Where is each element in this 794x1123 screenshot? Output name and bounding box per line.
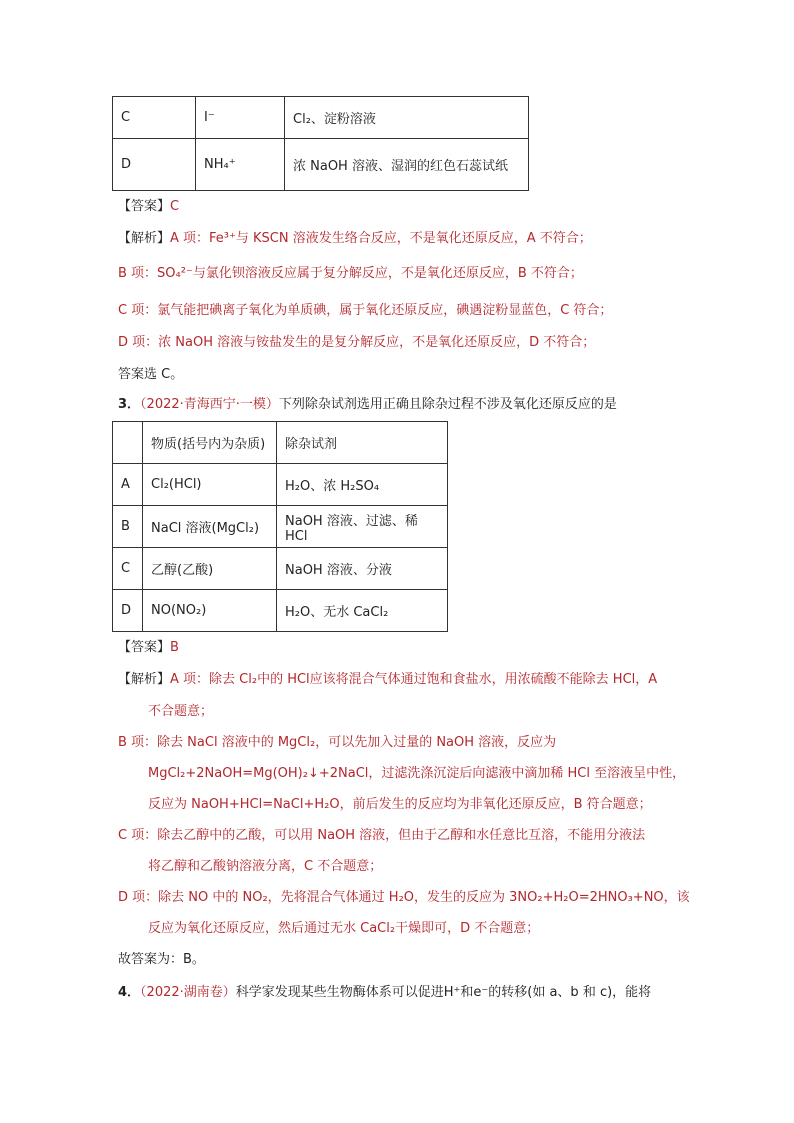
analysis-line <box>118 671 657 689</box>
substance-cell: NO(NO₂) <box>143 590 277 632</box>
option-cell: A <box>113 464 143 506</box>
analysis-text: A 项：除去 Cl₂中的 HCl应该将混合气体通过饱和食盐水，用浓硫酸不能除去 HCl，A <box>170 672 658 687</box>
answer-line <box>118 639 179 657</box>
answer-label: 【答案】 <box>118 640 171 655</box>
column-header: 除杂试剂 <box>277 422 448 464</box>
table-header-row <box>113 422 448 464</box>
analysis-line: 故答案为：B。 <box>118 952 205 967</box>
analysis-line: C 项：除去乙醇中的乙酸，可以用 NaOH 溶液，但由于乙醇和水任意比互溶，不能用分液法 <box>118 828 646 843</box>
analysis-text: A 项：Fe³⁺与 KSCN 溶液发生络合反应，不是氧化还原反应，A 不符合； <box>170 231 592 246</box>
analysis-line: B 项：除去 NaCl 溶液中的 MgCl₂，可以先加入过量的 NaOH 溶液，反应为 <box>118 735 557 750</box>
empty-header-cell <box>113 422 143 464</box>
table-row <box>113 97 529 139</box>
analysis-line: 答案选 C。 <box>118 367 184 382</box>
question-number: 3． <box>118 397 141 412</box>
answer-value: C <box>170 199 180 214</box>
question-stem: 科学家发现某些生物酶体系可以促进H⁺和e⁻的转移(如 a、b 和 c)，能将 <box>235 985 652 1000</box>
option-cell: C <box>113 97 196 139</box>
table-row <box>113 464 448 506</box>
substance-cell: 乙醇(乙酸) <box>143 548 277 590</box>
ion-test-table <box>112 96 529 191</box>
table-row <box>113 139 529 191</box>
question-3 <box>118 396 617 414</box>
analysis-line: 反应为氧化还原反应，然后通过无水 CaCl₂干燥即可，D 不合题意； <box>148 921 540 936</box>
reagent-cell: 浓 NaOH 溶液、湿润的红色石蕊试纸 <box>285 139 529 191</box>
table-row <box>113 506 448 548</box>
analysis-line: 不合题意； <box>148 704 214 719</box>
substance-cell: Cl₂(HCl) <box>143 464 277 506</box>
analysis-line: MgCl₂+2NaOH=Mg(OH)₂↓+2NaCl，过滤洗涤沉淀后向滤液中滴加稀 HCl 至溶液呈中性， <box>148 766 686 781</box>
analysis-line <box>118 230 592 248</box>
reagent-cell: H₂O、浓 H₂SO₄ <box>277 464 448 506</box>
option-cell: D <box>113 139 196 191</box>
question-number: 4． <box>118 985 141 1000</box>
option-cell: C <box>113 548 143 590</box>
option-cell: D <box>113 590 143 632</box>
analysis-line: 将乙醇和乙酸钠溶液分离，C 不合题意； <box>148 859 383 874</box>
answer-line <box>118 198 179 216</box>
analysis-line: D 项：浓 NaOH 溶液与铵盐发生的是复分解反应，不是氧化还原反应，D 不符合； <box>118 335 596 350</box>
column-header: 物质(括号内为杂质) <box>143 422 277 464</box>
answer-value: B <box>170 640 179 655</box>
reagent-cell: NaOH 溶液、过滤、稀 HCl <box>277 506 448 548</box>
option-cell: B <box>113 506 143 548</box>
reagent-cell: Cl₂、淀粉溶液 <box>285 97 529 139</box>
analysis-line: B 项：SO₄²⁻与氯化钡溶液反应属于复分解反应，不是氧化还原反应，B 不符合； <box>118 266 583 281</box>
question-4 <box>118 984 651 1002</box>
reagent-cell: H₂O、无水 CaCl₂ <box>277 590 448 632</box>
analysis-line: C 项：氯气能把碘离子氧化为单质碘，属于氧化还原反应，碘遇淀粉显蓝色，C 符合； <box>118 303 613 318</box>
substance-cell: NaCl 溶液(MgCl₂) <box>143 506 277 548</box>
question-source: （2022·青海西宁·一模） <box>140 397 279 412</box>
ion-cell: NH₄⁺ <box>196 139 285 191</box>
analysis-line: D 项：除去 NO 中的 NO₂，先将混合气体通过 H₂O，发生的反应为 3NO₂+H₂O=2HNO₃+NO，该 <box>118 890 690 905</box>
reagent-cell: NaOH 溶液、分液 <box>277 548 448 590</box>
ion-cell: I⁻ <box>196 97 285 139</box>
analysis-line: 反应为 NaOH+HCl=NaCl+H₂O，前后发生的反应均为非氧化还原反应，B 符合题意； <box>148 797 652 812</box>
analysis-label: 【解析】 <box>118 672 171 687</box>
purification-table <box>112 421 448 632</box>
answer-label: 【答案】 <box>118 199 171 214</box>
table-row <box>113 548 448 590</box>
question-source: （2022·湖南卷） <box>140 985 236 1000</box>
analysis-label: 【解析】 <box>118 231 171 246</box>
table-row <box>113 590 448 632</box>
question-stem: 下列除杂试剂选用正确且除杂过程不涉及氧化还原反应的是 <box>278 397 617 412</box>
